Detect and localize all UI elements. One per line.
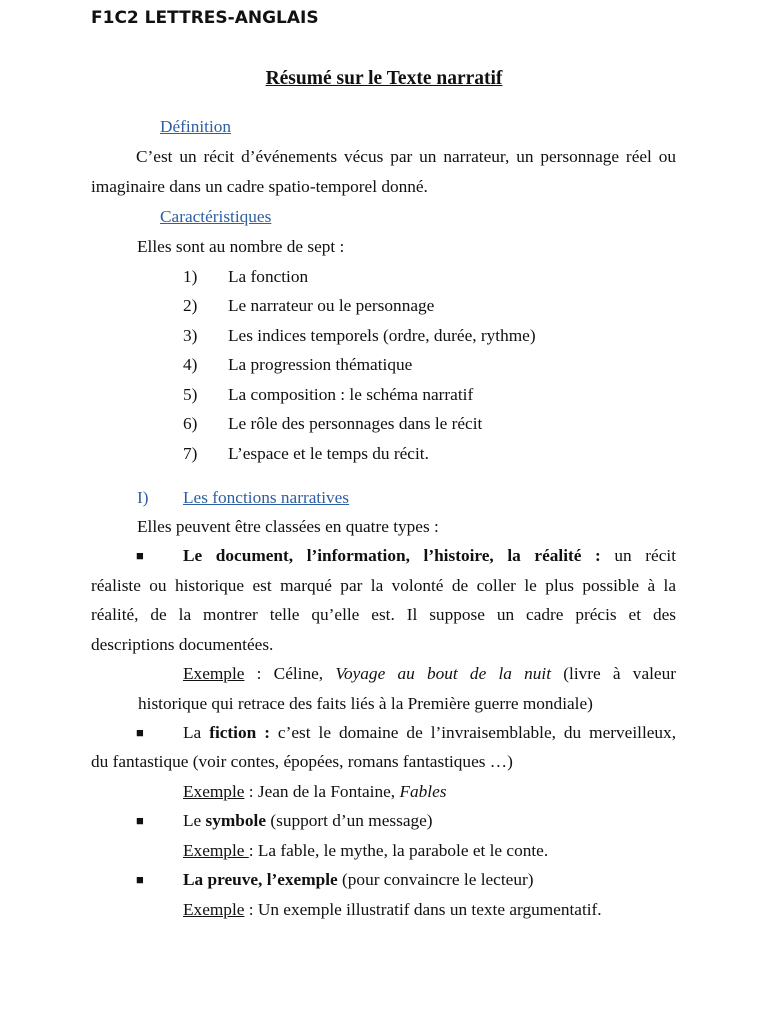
bullet-4-bold: La preuve, l’exemple [183, 870, 338, 889]
example-work-title: Voyage au bout de la nuit [335, 664, 552, 683]
list-item-text: Les indices temporels (ordre, durée, rythme) [228, 326, 536, 345]
list-item-text: L’espace et le temps du récit. [228, 444, 429, 463]
definition-line-2: imaginaire dans un cadre spatio-temporel donné. [91, 177, 428, 196]
example-label: Exemple [183, 782, 245, 801]
bullet-1-bold: Le document, l’information, l’histoire, la réalité : [183, 546, 601, 565]
caracteristiques-intro: Elles sont au nombre de sept : [137, 237, 345, 256]
list-item-number: 5) [183, 385, 198, 404]
list-item-text: La fonction [228, 267, 309, 286]
bullet-4-example: Exemple : Un exemple illustratif dans un texte argumentatif. [183, 900, 602, 919]
bullet-1-line-4: descriptions documentées. [91, 635, 274, 654]
section-intro: Elles peuvent être classées en quatre types : [137, 517, 439, 536]
caracteristiques-heading: Caractéristiques [160, 207, 272, 226]
bullet-2-line-2: du fantastique (voir contes, épopées, romans fantastiques …) [91, 752, 513, 771]
example-label: Exemple [183, 900, 245, 919]
bullet-1-line-3: réalité, de la montrer telle qu’elle est. Il suppose un cadre précis et des [91, 605, 676, 624]
definition-text-1: C’est un récit d’événements vécus par un narrateur, un personnage réel ou [136, 147, 676, 166]
list-item-text: La composition : le schéma narratif [228, 385, 474, 404]
bullet-1-example: Exemple : Céline, Voyage au bout de la nuit (livre à valeur [183, 664, 676, 683]
list-item-text: La progression thématique [228, 355, 413, 374]
list-item-text: Le narrateur ou le personnage [228, 296, 435, 315]
bullet-icon: ■ [136, 872, 144, 887]
bullet-4-line-1: La preuve, l’exemple (pour convaincre le lecteur) [183, 870, 534, 889]
section-number: I) [137, 488, 149, 507]
bullet-1-line-1 [183, 545, 676, 567]
bullet-2-example: Exemple : Jean de la Fontaine, Fables [183, 782, 447, 801]
bullet-3-example: Exemple : La fable, le mythe, la parabole et le conte. [183, 841, 549, 860]
example-work-title: Fables [399, 782, 447, 801]
bullet-icon: ■ [136, 725, 144, 740]
bullet-1-text: un récit [600, 546, 676, 565]
section-title: Les fonctions narratives [183, 488, 350, 507]
definition-line-1 [136, 146, 676, 168]
list-item-number: 4) [183, 355, 198, 374]
definition-heading: Définition [160, 117, 232, 136]
example-label: Exemple [183, 841, 249, 860]
document-header: F1C2 LETTRES-ANGLAIS [91, 8, 319, 28]
list-item-number: 7) [183, 444, 198, 463]
list-item-number: 6) [183, 414, 198, 433]
bullet-2-line-1: La fiction : c’est le domaine de l’invraisemblable, du merveilleux, [183, 723, 677, 742]
bullet-1-line-2: réaliste ou historique est marqué par la volonté de coller le plus possible à la [91, 576, 676, 595]
list-item-text: Le rôle des personnages dans le récit [228, 414, 483, 433]
list-item-number: 3) [183, 326, 198, 345]
bullet-icon: ■ [136, 813, 144, 828]
bullet-1-example-line-2: historique qui retrace des faits liés à la Première guerre mondiale) [138, 694, 593, 713]
example-label: Exemple [183, 664, 245, 683]
bullet-icon: ■ [136, 548, 144, 563]
bullet-3-line-1: Le symbole (support d’un message) [183, 811, 433, 830]
list-item-number: 2) [183, 296, 198, 315]
bullet-3-bold: symbole [205, 811, 267, 830]
page-title: Résumé sur le Texte narratif [265, 68, 503, 89]
list-item-number: 1) [183, 267, 198, 286]
bullet-2-bold: fiction : [209, 723, 270, 742]
